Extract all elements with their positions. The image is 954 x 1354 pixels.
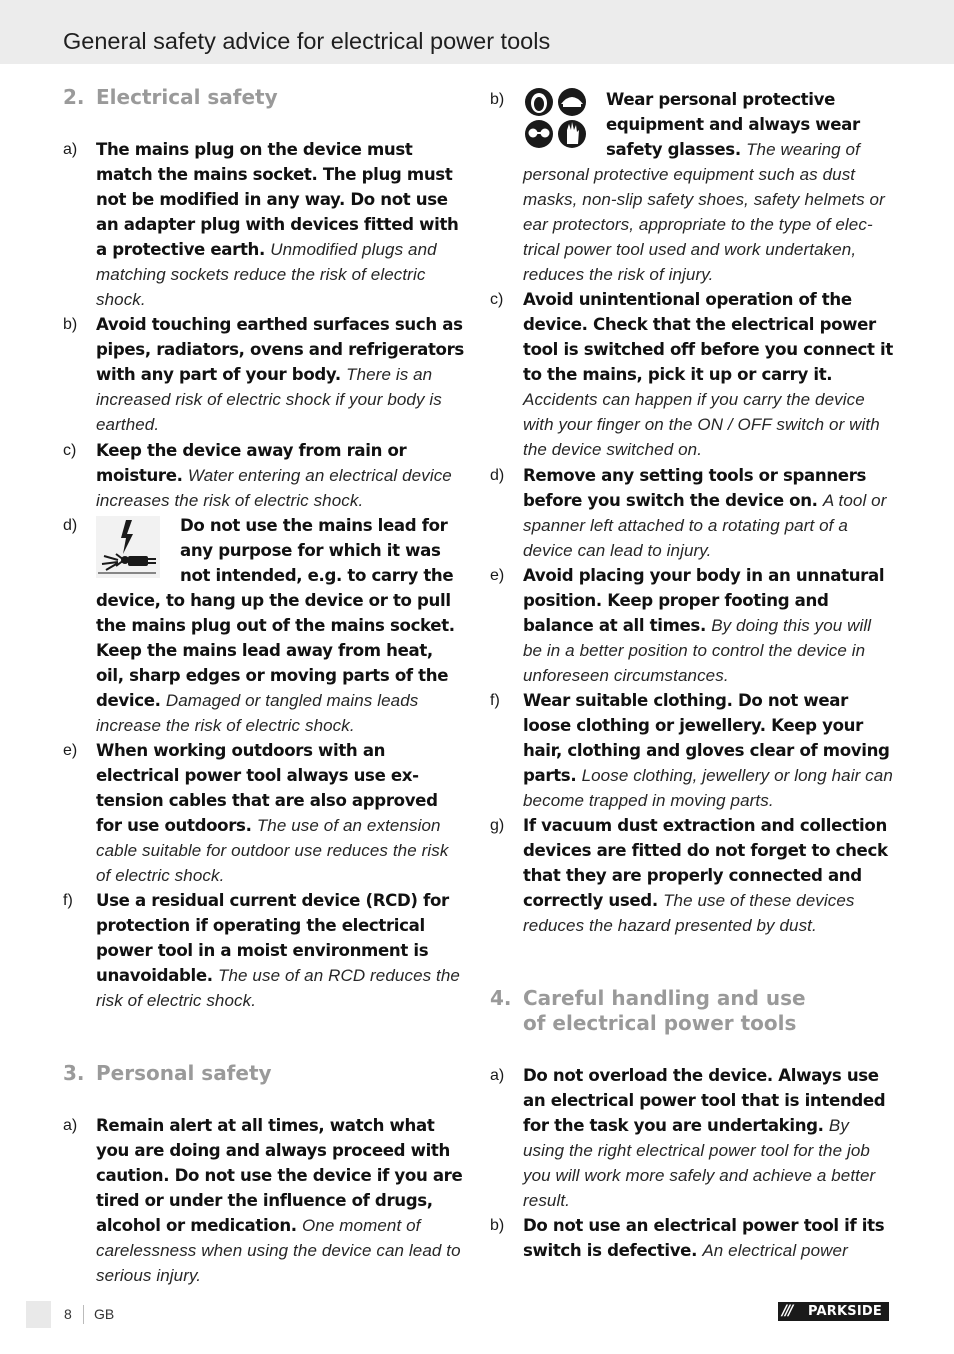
item-italic-text: Damaged or tangled mains leads increase the risk of electric shock. [96,691,419,735]
item-italic-text: The use of an extension cable suitable for outdoor use reduces the risk of electric shock. [96,816,449,885]
item-italic-text: Loose clothing, jewellery or long hair can become trapped in moving parts. [523,766,893,810]
item-text [96,137,465,312]
item-bold-text: Remove any setting tools or spanners before you switch the device on. [523,466,867,510]
item-italic-text: There is an increased risk of electric shock if your body is earthed. [96,365,442,434]
section-number: 2. [63,85,85,109]
item-bold-text: If vacuum dust extraction and collection devices are fitted do not forget to check that they are properly connected and correctly used. [523,816,888,910]
item-bold-text: Wear suitable clothing. Do not wear loose clothing or jewellery. Keep your hair, clothing and gloves clear of moving parts. [523,691,890,785]
item-letter: d) [490,467,505,484]
item-bold-text: Use a residual current device (RCD) for protection if operating the electrical power tool in a moist environment is unavoidable. [96,891,449,985]
item-italic-text: An electrical power [702,1241,848,1260]
item-letter: c) [490,291,504,308]
item-italic-text: By doing this you will be in a better position to control the device in unforeseen circumstances. [523,616,872,685]
item-text [523,1213,894,1263]
brand-slashes: /// [782,1303,792,1319]
item-bold-text: Keep the device away from rain or moisture. [96,441,407,485]
item-text [523,813,894,938]
item-bold-text: Do not use an electrical power tool if its switch is defective. [523,1216,885,1260]
section-title-line1: Careful handling and use [523,986,806,1010]
item-bold-text: The mains plug on the device must match the mains socket. The plug must not be modified in any way. Do not use an adapter plug with devices fitted with a protective earth. [96,140,459,259]
item-letter: a) [63,1117,78,1134]
item-letter: e) [63,742,78,759]
item-italic-text: The wearing of personal protective equipment such as dust masks, non-slip safety shoes, safety helmets or ear protectors, appropriate to the type of electrical power tool used and work undertaken, reduces the risk of injury. [523,140,885,284]
item-italic-text: By using the right electrical power tool for the job you will work more safely and achieve a better result. [523,1116,876,1210]
item-bold-text: Wear personal protective equipment and always wear safety glasses. [606,90,860,159]
item-letter: a) [63,141,78,158]
item-text [96,438,465,513]
item-letter: c) [63,442,77,459]
item-text [96,513,465,738]
language-code: GB [94,1306,115,1322]
item-letter: e) [490,567,505,584]
item-letter: f) [490,692,500,709]
item-letter: g) [490,817,505,834]
item-text [523,563,894,688]
item-italic-text: A tool or spanner left attached to a rotating part of a device can lead to injury. [523,491,887,560]
footer-marker [26,1301,51,1328]
item-italic-text: The use of these devices reduces the hazard presented by dust. [523,891,855,935]
section-title: Personal safety [96,1061,272,1085]
item-bold-text: Avoid touching earthed surfaces such as pipes, radiators, ovens and refrigerators with any part of your body. [96,315,464,384]
item-italic-text: One moment of carelessness when using the device can lead to serious injury. [96,1216,461,1285]
item-text [523,287,894,462]
item-italic-text: Water entering an electrical device increases the risk of electric shock. [96,466,452,510]
item-letter: b) [490,91,505,108]
item-letter: b) [490,1217,505,1234]
protective-equipment-icons [523,86,589,150]
item-text [96,738,465,888]
item-italic-text: The use of an RCD reduces the risk of electric shock. [96,966,460,1010]
page-title: General safety advice for electrical power tools [63,28,551,54]
footer-divider [83,1305,84,1324]
item-bold-text: Avoid unintentional operation of the device. Check that the electrical power tool is switched off before you connect it to the mains, pick it up or carry it. [523,290,893,384]
section-title: Electrical safety [96,85,278,109]
item-text [96,888,465,1013]
electric-shock-warning-icon [96,516,160,578]
section-title-line2: of electrical power tools [523,1011,797,1035]
brand-logo [778,1302,889,1321]
item-letter: f) [63,892,73,909]
item-text [96,312,465,437]
item-letter: d) [63,517,78,534]
section-number: 4. [490,986,512,1010]
item-italic-text: Unmodified plugs and matching sockets reduce the risk of electric shock. [96,240,437,309]
section-number: 3. [63,1061,85,1085]
item-bold-text: Remain alert at all times, watch what you are doing and always proceed with caution. Do not use the device if you are tired or under the influence of drugs, alcohol or medication. [96,1116,463,1235]
item-bold-text: Avoid placing your body in an unnatural position. Keep proper footing and balance at all times. [523,566,885,635]
item-bold-text: When working outdoors with an electrical power tool always use extension cables that are also approved for use outdoors. [96,741,438,835]
item-letter: a) [490,1067,505,1084]
page-number: 8 [64,1306,72,1322]
item-text [523,688,894,813]
item-letter: b) [63,316,78,333]
item-text [523,463,894,563]
brand-name: PARKSIDE [808,1304,882,1319]
item-bold-text: Do not use the mains lead for any purpose for which it was not intended, e.g. to carry the device, to hang up the device or to pull the mains plug out of the mains socket. Keep the mains lead away from heat, oil, sharp edges or moving parts of the device. [96,516,455,710]
item-text [523,1063,894,1213]
item-italic-text: Accidents can happen if you carry the device with your finger on the ON / OFF switch or with the device switched on. [523,390,880,459]
item-text [523,87,894,287]
item-bold-text: Do not overload the device. Always use an electrical power tool that is intended for the task you are undertaking. [523,1066,886,1135]
item-text [96,1113,465,1288]
